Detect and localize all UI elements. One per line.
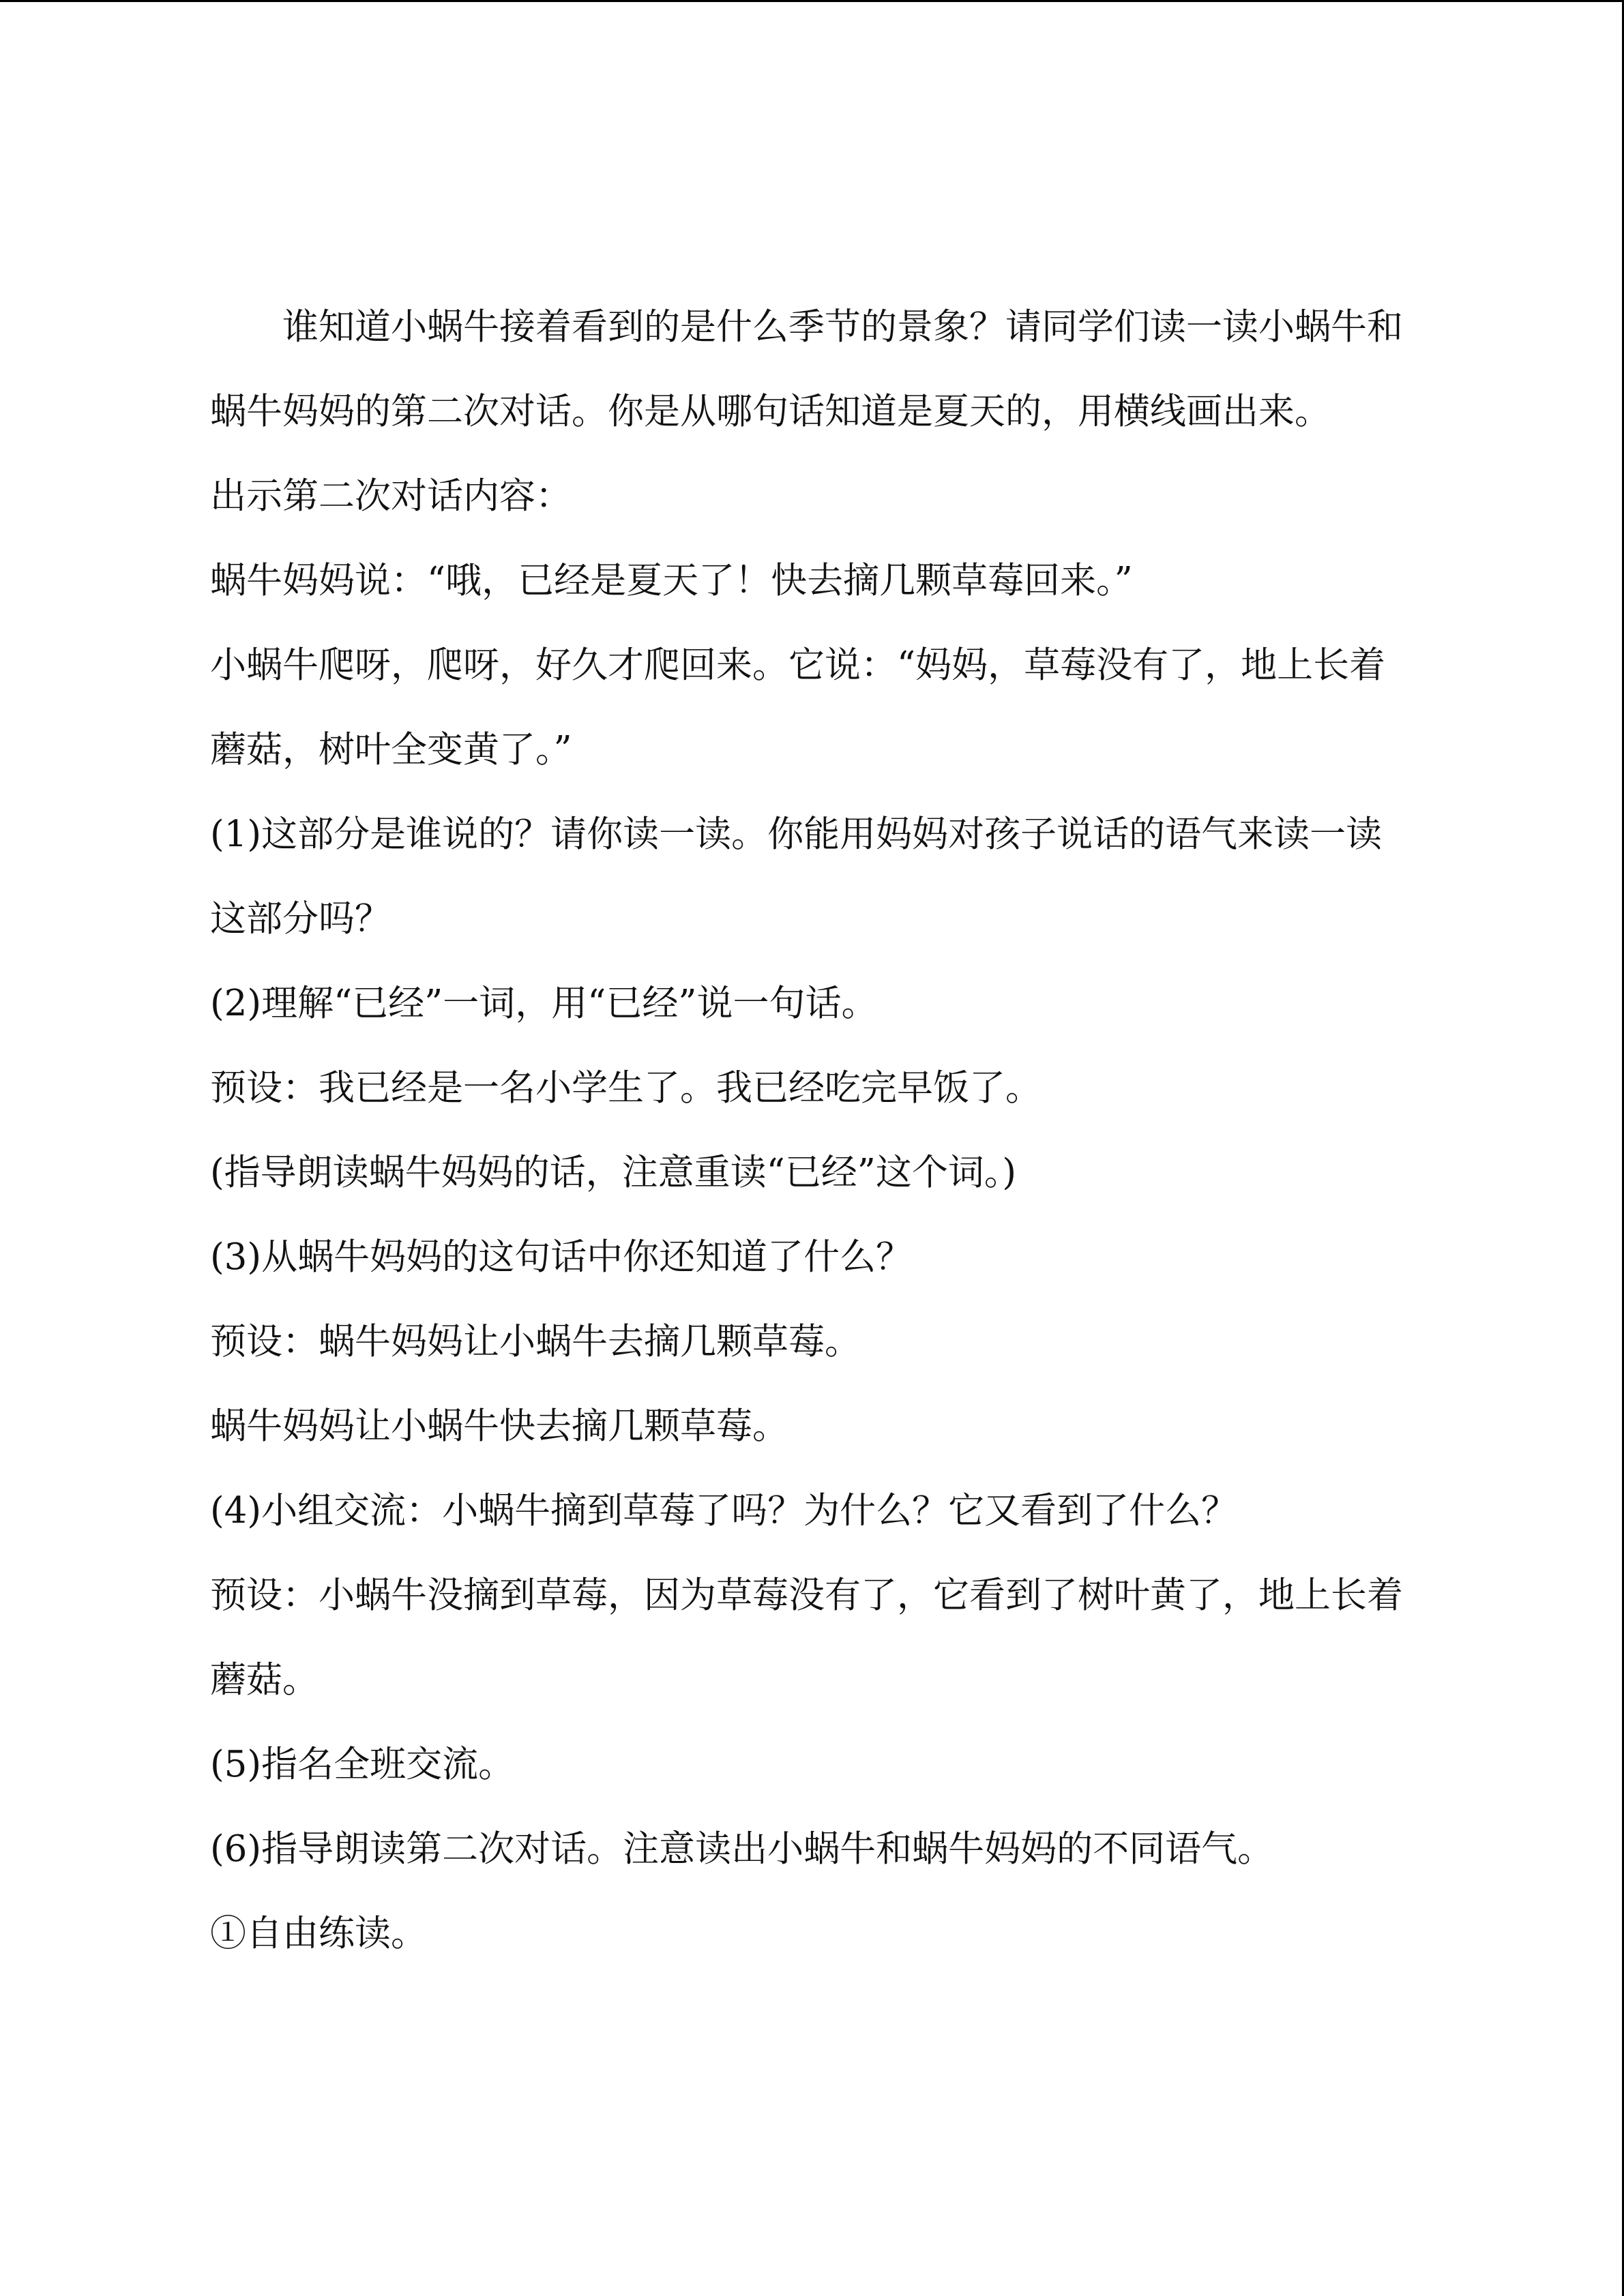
reading-guidance: (指导朗读蜗牛妈妈的话，注意重读“已经”这个词。) (210, 1152, 1017, 1193)
step-5: (5)指名全班交流。 (210, 1744, 515, 1785)
dialogue-heading: 出示第二次对话内容： (210, 475, 572, 517)
step-4: (4)小组交流：小蜗牛摘到草莓了吗？为什么？它又看到了什么？ (210, 1490, 1238, 1532)
step-6: (6)指导朗读第二次对话。注意读出小蜗牛和蜗牛妈妈的不同语气。 (210, 1828, 1274, 1870)
preset-3a: 预设：蜗牛妈妈让小蜗牛去摘几颗草莓。 (210, 1321, 861, 1362)
mother-snail-line: 蜗牛妈妈说：“哦，已经是夏天了！快去摘几颗草莓回来。” (210, 560, 1133, 601)
document-body (210, 285, 1414, 1976)
preset-3b: 蜗牛妈妈让小蜗牛快去摘几颗草莓。 (210, 1405, 788, 1447)
intro-paragraph: 谁知道小蜗牛接着看到的是什么季节的景象？请同学们读一读小蜗牛和蜗牛妈妈的第二次对话。你是从哪句话知道是夏天的，用横线画出来。 (210, 306, 1403, 432)
step-3: (3)从蜗牛妈妈的这句话中你还知道了什么？ (210, 1236, 913, 1278)
preset-2: 预设：我已经是一名小学生了。我已经吃完早饭了。 (210, 1067, 1042, 1109)
top-border-line (0, 0, 1624, 2)
preset-4: 预设：小蜗牛没摘到草莓，因为草莓没有了，它看到了树叶黄了，地上长着蘑菇。 (210, 1575, 1403, 1701)
step-1: (1)这部分是谁说的？请你读一读。你能用妈妈对孩子说话的语气来读一读这部分吗？ (210, 814, 1383, 940)
little-snail-line: 小蜗牛爬呀，爬呀，好久才爬回来。它说：“妈妈，草莓没有了，地上长着蘑菇，树叶全变黄了。” (210, 644, 1386, 771)
step-2: (2)理解“已经”一词，用“已经”说一句话。 (210, 983, 878, 1024)
step-6-sub-1: ①自由练读。 (210, 1913, 427, 1954)
